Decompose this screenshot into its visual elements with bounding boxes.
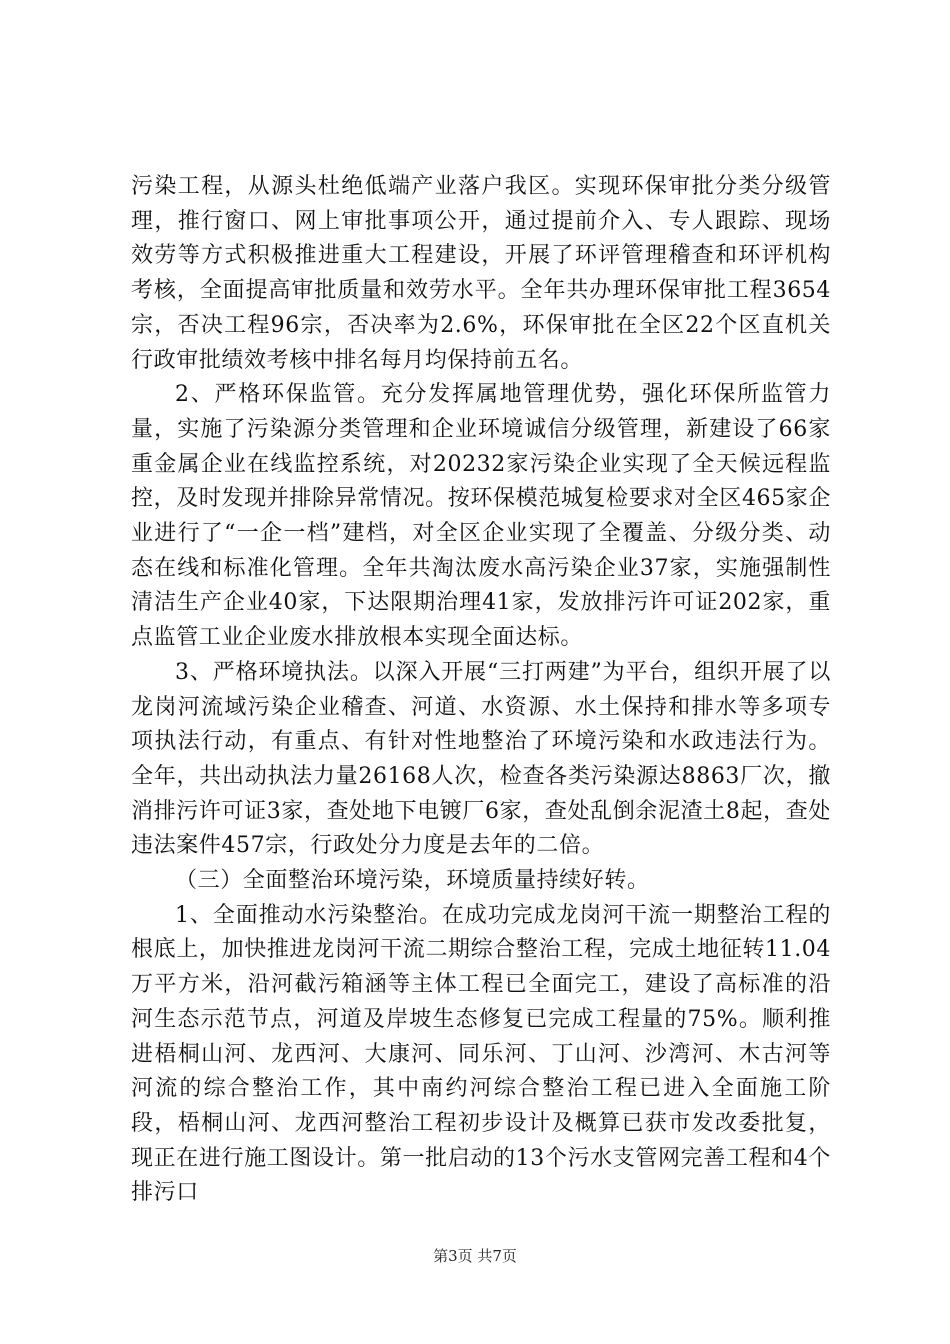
section-heading-pollution-control: （三）全面整治环境污染，环境质量持续好转。 <box>175 868 650 894</box>
paragraph-supervision: 2、严格环保监管。充分发挥属地管理优势，强化环保所监管力量，实施了污染源分类管理和企业环境诚信分级管理，新建设了66家重金属企业在线监控系统，对20232家污染企业实现了全天候远程监控，及时发现并排除异常情况。按环保模范城复检要求对全区465家企业进行了“一企一档”建档，对全区企业实现了全覆盖、分级分类、动态在线和标准化管理。全年共淘汰废水高污染企业37家，实施强制性清洁生产企业40家，下达限期治理41家，发放排污许可证202家，重点监管工业企业废水排放根本实现全面达标。 <box>131 382 831 651</box>
page-number-footer: 第3页 共7页 <box>433 1247 517 1265</box>
paragraph-water-pollution: 1、全面推动水污染整治。在成功完成龙岗河干流一期整治工程的根底上，加快推进龙岗河干流二期综合整治工程，完成土地征转11.04万平方米，沿河截污箱涵等主体工程已全面完工，建设了高标准的沿河生态示范节点，河道及岸坡生态修复已完成工程量的75%。顺利推进梧桐山河、龙西河、大康河、同乐河、丁山河、沙湾河、木古河等河流的综合整治工作，其中南约河综合整治工程已进入全面施工阶段，梧桐山河、龙西河整治工程初步设计及概算已获市发改委批复，现正在进行施工图设计。第一批启动的13个污水支管网完善工程和4个排污口 <box>131 902 831 1206</box>
paragraph-approval-summary: 污染工程，从源头杜绝低端产业落户我区。实现环保审批分类分级管理，推行窗口、网上审批事项公开，通过提前介入、专人跟踪、现场效劳等方式积极推进重大工程建设，开展了环评管理稽查和环评机构考核，全面提高审批质量和效劳水平。全年共办理环保审批工程3654宗，否决工程96宗，否决率为2.6%，环保审批在全区22个区直机关行政审批绩效考核中排名每月均保持前五名。 <box>131 174 831 373</box>
paragraph-enforcement: 3、严格环境执法。以深入开展“三打两建”为平台，组织开展了以龙岗河流域污染企业稽查、河道、水资源、水土保持和排水等多项专项执法行动，有重点、有针对性地整治了环境污染和水政违法行为。全年，共出动执法力量26168人次，检查各类污染源达8863厂次，撤消排污许可证3家，查处地下电镀厂6家，查处乱倒余泥渣土8起，查处违法案件457宗，行政处分力度是去年的二倍。 <box>131 659 831 859</box>
document-body <box>131 170 831 1211</box>
